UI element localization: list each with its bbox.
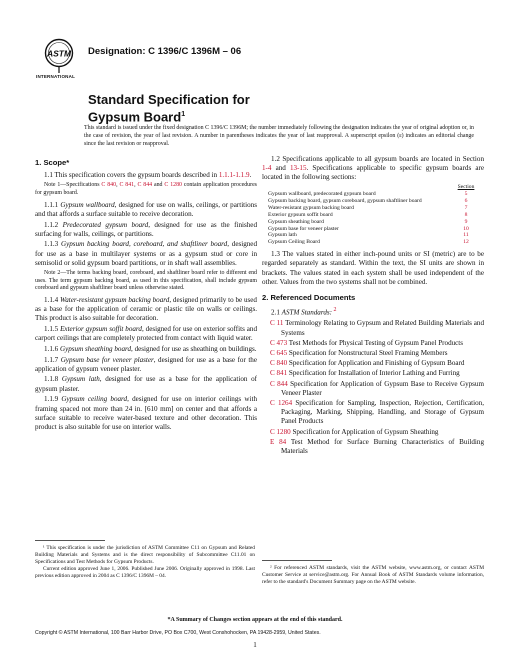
reference-title: Specification for Sampling, Inspection, Rejection, Certification, Packaging, Marking, Shipping, Handling, and Storage of Gypsum Panel Products [281, 398, 484, 426]
table-row [268, 212, 480, 219]
footnote-1-block [35, 540, 255, 580]
reference-code-link[interactable]: C 1280 [270, 427, 291, 436]
issue-note: This standard is issued under the fixed designation C 1396/C 1396M; the number immediately following the designation indicates the year of original adoption or, in the case of revision, the year of last revision. A number in parentheses indicates the year of last reapproval. A superscript epsilon (ε) indicates an editorial change since the last revision or reapproval. [84, 125, 474, 147]
section-name: Gypsum wallboard, predecorated gypsum board [268, 191, 376, 198]
text: 1.1 This specification covers the gypsum boards described in [44, 171, 219, 180]
left-column [35, 155, 257, 434]
ref-link-c840[interactable]: C 840 [101, 182, 117, 189]
note-2: Note 2—The terms backing board, coreboard, and shaftliner board refer to different end uses. The term gypsum backing board, as used in this specification, shall include gypsum coreboard and gypsum shaftliner board unless otherwise stated. [35, 270, 257, 292]
referenced-documents-heading: 2. Referenced Documents [262, 293, 356, 303]
footnote-2 [262, 565, 484, 586]
reference-item [270, 369, 484, 378]
text: , [116, 182, 120, 189]
text: contain application procedures for gypsum board. [35, 182, 257, 196]
reference-item [270, 319, 484, 337]
table-row [268, 226, 480, 233]
text: and [271, 164, 290, 173]
para-1-1-4 [35, 296, 257, 324]
reference-code-link[interactable]: C 645 [270, 348, 288, 357]
reference-title: Specification for Installation of Interior Lathing and Furring [287, 369, 460, 378]
term: Gypsum ceiling board [61, 395, 128, 404]
table-header-row [268, 184, 480, 191]
text: , designed for use as a base for the application of gypsum plaster. [35, 375, 257, 393]
title-line-1: Standard Specification for [88, 92, 250, 107]
section-name: Gypsum base for veneer plaster [268, 225, 339, 232]
astm-logo [44, 38, 74, 74]
reference-code-link[interactable]: C 11 [270, 319, 284, 328]
section-number-link[interactable]: 8 [464, 211, 468, 218]
reference-code-link[interactable]: E 84 [270, 437, 287, 446]
text: , designed for use as a base for the application of gypsum veneer plaster. [35, 355, 257, 373]
reference-title: Specification for Application of Gypsum Sheathing [290, 427, 439, 436]
text: , designed for use as sheathing on buildings. [131, 344, 257, 353]
text: , [134, 182, 138, 189]
text: , designed for use on walls, ceilings, or partitions and that affords a surface suitable to receive decoration. [35, 200, 257, 218]
section-number-link[interactable]: 6 [464, 197, 468, 204]
section-link[interactable]: 13-15 [289, 164, 307, 173]
footnote-divider [262, 560, 332, 561]
footnote-2-text: ² For referenced ASTM standards, visit the ASTM website, www.astm.org, or contact ASTM Customer Service at service@astm.org. For Annual Book of ASTM Standards volume information, refer to the standard's Document Summary page on the ASTM website. [262, 565, 484, 585]
section-number-link[interactable]: 10 [463, 225, 469, 232]
footnote-1-text-b: Current edition approved June 1, 2006. Published June 2006. Originally approved in 1998. Last previous edition approved in 2004 as C 1396/C 1396M – 04. [35, 565, 255, 579]
section-name: Exterior gypsum soffit board [268, 211, 333, 218]
text: , designed primarily to be used as a base for the application of ceramic or plastic tile on walls or ceilings. This product is also suitable for decoration. [35, 295, 257, 323]
reference-code-link[interactable]: C 473 [270, 338, 288, 347]
term: Gypsum sheathing board [59, 344, 132, 353]
section-number-link[interactable]: 7 [464, 204, 468, 211]
designation: Designation: C 1396/C 1396M – 06 [88, 46, 242, 57]
title-main: Gypsum Board [88, 109, 182, 125]
text: Note 1—Specifications [44, 182, 102, 189]
reference-code-link[interactable]: C 844 [270, 379, 288, 388]
text: 1.1.9 [44, 395, 62, 404]
ref-link-c844[interactable]: C 844 [137, 182, 153, 189]
para-1-1 [35, 171, 257, 180]
table-cell [268, 184, 452, 191]
para-1-1-3 [35, 240, 257, 268]
reference-code-link[interactable]: C 841 [270, 369, 288, 378]
term: Gypsum lath [61, 375, 100, 384]
footnote-divider [35, 540, 105, 541]
table-row [268, 219, 480, 226]
right-column [262, 155, 484, 457]
note-1 [35, 182, 257, 197]
reference-title: Specification for Application of Gypsum Base to Receive Gypsum Veneer Plaster [281, 379, 484, 397]
title-line-2 [88, 107, 250, 124]
summary-of-changes-note: *A Summary of Changes section appears at the end of this standard. [167, 617, 343, 623]
reference-item [270, 349, 484, 358]
section-name: Gypsum Ceiling Board [268, 239, 320, 246]
reference-title: Test Method for Surface Burning Characteristics of Building Materials [281, 437, 484, 455]
page-title [88, 92, 250, 124]
text: . [249, 171, 252, 180]
footnote-ref[interactable]: 2 [332, 307, 337, 314]
section-name: Water-resistant gypsum backing board [268, 204, 354, 211]
table-row [268, 205, 480, 212]
reference-item [270, 359, 484, 368]
reference-code-link[interactable]: C 1264 [270, 398, 293, 407]
term: Gypsum wallboard [60, 200, 115, 209]
reference-item [270, 428, 484, 437]
copyright: Copyright © ASTM International, 100 Barr Harbor Drive, PO Box C700, West Conshohocken, PA 19428-2959, United States. [35, 630, 321, 636]
para-1-1-2 [35, 221, 257, 239]
para-1-3: 1.3 The values stated in either inch-pound units or SI (metric) are to be regarded separately as standard. Within the text, the SI units are shown in brackets. The values stated in each system shall be used independent of the other. Values from the two systems shall not be combined. [262, 250, 484, 286]
para-2-1 [262, 306, 484, 318]
text: and [152, 182, 165, 189]
section-name: Gypsum backing board, gypsum coreboard, gypsum shaftliner board [268, 197, 422, 204]
text: 1.1.5 [44, 324, 61, 333]
para-1-1-9 [35, 395, 257, 432]
para-1-1-7 [35, 356, 257, 374]
section-column-header: Section [457, 184, 475, 191]
para-1-1-6 [35, 345, 257, 354]
section-link[interactable]: 1.1.1-1.1.9 [218, 171, 250, 180]
sections-table [268, 184, 480, 246]
text: 1.1.2 [44, 220, 63, 229]
page-number: 1 [253, 641, 257, 649]
text: 1.1.7 [44, 355, 61, 364]
reference-title: Test Methods for Physical Testing of Gypsum Panel Products [287, 338, 464, 347]
text: 1.1.4 [44, 295, 60, 304]
section-number-link[interactable]: 9 [464, 218, 468, 225]
section-name: Gypsum lath [268, 232, 297, 239]
reference-title: Terminology Relating to Gypsum and Related Building Materials and Systems [281, 319, 484, 337]
ref-link-c841[interactable]: C 841 [119, 182, 135, 189]
section-link[interactable]: 1-4 [262, 164, 272, 173]
table-row [268, 191, 480, 198]
table-row [268, 239, 480, 246]
text: 1.2 Specifications applicable to all gypsum boards are located in Section [271, 155, 484, 163]
text: , designed for use as the finished surfacing for walls, ceilings, or partitions. [35, 220, 257, 238]
text: . Specifications applicable to specific gypsum boards are located in the following sections: [262, 164, 484, 182]
reference-item [270, 438, 484, 456]
footnote-2-block [262, 560, 484, 586]
footnote-1-text-a: ¹ This specification is under the jurisdiction of ASTM Committee C11 on Gypsum and Related Building Materials and Systems and is the direct responsibility of Subcommittee C11.01 on Specifications and Test Methods for Gypsum Products. [35, 545, 255, 565]
text: 1.1.8 [44, 375, 62, 384]
text: 2.1 [271, 308, 282, 317]
text: 1.1.3 [44, 240, 61, 249]
section-number-link[interactable]: 12 [463, 239, 469, 246]
reference-title: Specification for Application and Finishing of Gypsum Board [287, 359, 465, 368]
title-footnote-ref[interactable]: 1 [181, 111, 186, 118]
ref-link-c1280[interactable]: C 1280 [164, 182, 182, 189]
term: Gypsum base for veneer plaster [60, 355, 154, 364]
term: Exterior gypsum soffit board [60, 324, 142, 333]
table-row [268, 232, 480, 239]
reference-title: Specification for Nonstructural Steel Framing Members [287, 348, 448, 357]
svg-text:ASTM: ASTM [46, 48, 72, 59]
table-row [268, 198, 480, 205]
term: Water-resistant gypsum backing board [60, 295, 170, 304]
para-1-1-5 [35, 325, 257, 343]
text: 1.1.1 [44, 200, 61, 209]
section-number-link[interactable]: 5 [464, 191, 468, 198]
logo-subtext: INTERNATIONAL [36, 74, 76, 79]
scope-heading: 1. Scope* [35, 158, 70, 167]
footnote-1 [35, 545, 255, 580]
section-number-link[interactable]: 11 [463, 232, 469, 239]
term: Gypsum backing board, coreboard, and shaftliner board [60, 240, 228, 249]
text: , designed for use as a base in multilayer systems or as a gypsum stud or core in semisolid or solid gypsum board partitions, or in shaft wall assemblies. [35, 240, 257, 267]
section-name: Gypsum sheathing board [268, 218, 324, 225]
para-1-1-1 [35, 201, 257, 219]
reference-item [270, 380, 484, 398]
term: Predecorated gypsum board [62, 220, 149, 229]
reference-item [270, 399, 484, 427]
reference-item [270, 339, 484, 348]
para-1-1-8 [35, 375, 257, 393]
text: , designed for use on interior ceilings with framing spaced not more than 24 in. [610 mm] on center and that affords a surface suitable to receive water-based texture and other decoration. This product is also suitable for use on interior walls. [35, 395, 257, 431]
para-1-2 [262, 155, 484, 183]
text: , designed for use on exterior soffits and carport ceilings that are completely protected from contact with liquid water. [35, 324, 257, 343]
text: 1.1.6 [44, 344, 60, 353]
term: ASTM Standards: [281, 308, 333, 317]
reference-code-link[interactable]: C 840 [270, 359, 288, 368]
